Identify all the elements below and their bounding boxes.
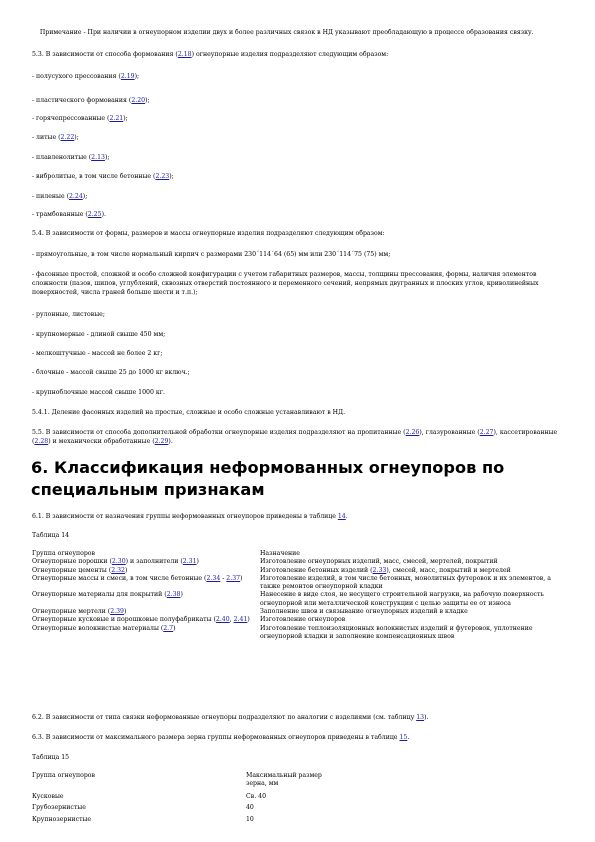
link-2-26[interactable]: 2.26	[405, 429, 420, 436]
list-item: - мелкоштучные - массой не более 2 кг;	[32, 350, 163, 357]
table-row	[32, 608, 552, 616]
paragraph-6-2	[32, 713, 572, 722]
table-header-cell: Максимальный размер зерна, мм	[246, 772, 322, 788]
list-item-link[interactable]: 2.25	[87, 211, 102, 218]
list-item: - фасонные простой, сложной и особо сложной конфигурации с учетом габаритных размеров, массы, толщины прессования, формы, наличия элементов сложности (пазов, шипов, углублений, сквозных отверстий постоянного и переменного сечений, непрямых двугранных и плоских углов, криволинейных поверхностей, числа граней больше шести и т.п.);	[32, 271, 541, 296]
table-cell-text: )	[123, 608, 127, 616]
table-cell-text: ) и заполнители (	[125, 558, 183, 566]
link-table-15[interactable]: 15	[399, 734, 408, 741]
p62-text-post: ).	[424, 714, 429, 721]
table-cell-text: Огнеупорные кусковые и порошковые полуфабрикаты (	[32, 616, 216, 624]
list-item-link[interactable]: 2.21	[109, 115, 124, 122]
table-cell-link[interactable]: 2.38	[166, 591, 181, 599]
section-6-heading: 6. Классификация неформованных огнеупоров по специальным признакам	[31, 458, 505, 499]
list-item	[32, 192, 572, 201]
p55-text-c: ), кассетированные (	[32, 429, 560, 445]
table-cell-group	[32, 575, 260, 592]
list-item-link[interactable]: 2.24	[69, 193, 83, 200]
list-item-text: );	[134, 73, 140, 80]
table-cell-link[interactable]: 2.37	[226, 574, 241, 582]
table-cell-text: )	[196, 558, 199, 566]
table-cell-purpose: Нанесение в виде слоя, не несущего строительной нагрузки, на рабочую поверхность огнеупорной или металлической конструкции с целью защиты ее от износа	[260, 591, 544, 607]
list-item: - рулонные, листовые;	[32, 311, 105, 318]
table-cell-link[interactable]: 2.33	[372, 566, 387, 574]
paragraph-5-4: 5.4. В зависимости от формы, размеров и массы огнеупорные изделия подразделяют следующим образом:	[32, 230, 385, 237]
p63-text-pre: 6.3. В зависимости от максимального размера зерна группы неформованных огнеупоров приведены в таблице	[32, 734, 400, 741]
list-item-text: - пиленые (	[32, 193, 69, 200]
table-cell-purpose: Заполнение швов и связывание огнеупорных изделий в кладке	[260, 608, 468, 616]
paragraph-5-3	[32, 50, 572, 59]
p61-text-pre: 6.1. В зависимости от назначения группы неформованных огнеупоров приведены в таблице	[32, 513, 338, 520]
list-item	[32, 96, 572, 105]
list-item: - прямоугольные, в том числе нормальный кирпич с размерами 230´114´64 (65) мм или 230´114´75 (75) мм;	[32, 251, 391, 258]
table-cell: Крупнозернистые	[32, 816, 92, 824]
link-2-27[interactable]: 2.27	[479, 429, 494, 436]
list-item-link[interactable]: 2.13	[91, 154, 105, 161]
table-row	[32, 816, 332, 828]
table-row	[32, 793, 332, 805]
list-item	[32, 153, 572, 162]
list-item: - блочные - массой свыше 25 до 1000 кг включ.;	[32, 369, 190, 376]
table-14-caption: Таблица 14	[32, 532, 70, 539]
table-cell-text: )	[180, 591, 183, 599]
list-item-text: );	[169, 173, 174, 180]
list-item-text: );	[74, 134, 79, 141]
list-item-text: - трамбованные (	[32, 211, 88, 218]
link-2-29[interactable]: 2.29	[154, 438, 169, 445]
list-item	[32, 133, 572, 142]
table-cell-text: Огнеупорные массы и смеси, в том числе бетонные (	[32, 574, 207, 582]
table-cell-group	[32, 591, 260, 608]
list-item-text: - плавленолитые (	[32, 154, 92, 161]
table-cell-text: Огнеупорные мертели (	[32, 608, 111, 616]
table-header-row	[32, 550, 552, 558]
table-row	[32, 558, 552, 566]
table-cell: Св. 40	[246, 792, 267, 800]
list-item: - крупномерные - длиной свыше 450 мм;	[32, 331, 166, 338]
table-cell-text: )	[240, 574, 243, 582]
table-cell-purpose: Изготовление теплоизоляционных волокнистых изделий и футеровок, уплотнение огнеупорной кладки и заполнение компенсационных швов	[260, 624, 533, 640]
p62-text-pre: 6.2. В зависимости от типа связки неформованные огнеупоры подразделяют по аналогии с изделиями (см. таблицу	[32, 714, 417, 721]
list-item-text: ).	[101, 211, 106, 218]
list-item-text: - литые (	[32, 134, 61, 141]
list-item-text: - полусухого прессования (	[32, 73, 121, 80]
table-cell: 10	[246, 816, 254, 824]
table-cell-text: ,	[229, 616, 234, 624]
table-row	[32, 616, 552, 624]
table-header-row	[32, 772, 332, 793]
p55-text-e: ).	[168, 438, 173, 445]
table-cell-group	[32, 558, 260, 566]
p55-text-b: ), глазурованные (	[419, 429, 480, 436]
list-item-link[interactable]: 2.20	[131, 97, 146, 104]
table-cell-text: Огнеупорные цементы (	[32, 566, 112, 574]
table-row	[32, 625, 552, 642]
table-cell-group	[32, 608, 260, 616]
p55-text-a: 5.5. В зависимости от способа дополнительной обработки огнеупорные изделия подразделяют на пропитанные (	[32, 429, 406, 436]
table-row	[32, 575, 552, 592]
list-item: - крупноблочные массой свыше 1000 кг.	[32, 389, 165, 396]
table-15	[32, 772, 332, 828]
list-item-text: - пластического формования (	[32, 97, 132, 104]
table-cell-link[interactable]: 2.40	[215, 616, 230, 624]
list-item-link[interactable]: 2.22	[60, 134, 75, 141]
p61-text-post: .	[345, 513, 348, 520]
table-cell-group	[32, 625, 260, 642]
table-15-caption: Таблица 15	[32, 754, 70, 761]
table-cell-link[interactable]: 2.30	[111, 558, 126, 566]
link-2-18[interactable]: 2.18	[177, 51, 192, 58]
p63-text-post: .	[407, 734, 410, 741]
table-cell-purpose: Изготовление огнеупорных изделий, масс, смесей, мертелей, покрытий	[260, 558, 498, 566]
table-cell-text: Огнеупорные волокнистые материалы (	[32, 624, 164, 632]
table-cell-purpose: Изготовление изделий, в том числе бетонных, монолитных футеровок и их элементов, а также ремонтов огнеупорной кладки	[260, 574, 551, 591]
table-cell-link[interactable]: 2.31	[182, 558, 197, 566]
note-text: Примечание - При наличии в огнеупорном изделии двух и более различных связок в НД указывают преобладающую в процессе образования связку.	[39, 29, 534, 36]
list-item-text: );	[123, 115, 128, 122]
table-cell: 40	[246, 804, 254, 812]
list-item	[32, 72, 572, 81]
note-paragraph	[32, 19, 552, 46]
link-table-14[interactable]: 14	[337, 513, 346, 520]
table-cell: Кусковые	[32, 792, 64, 800]
table-cell-text: )	[247, 616, 250, 624]
table-cell-text: ), смесей, масс, покрытий и мертелей	[386, 566, 511, 574]
list-item	[32, 210, 572, 219]
list-item-link[interactable]: 2.19	[120, 73, 135, 80]
table-cell-link[interactable]: 2.41	[233, 616, 248, 624]
table-cell-group	[32, 616, 260, 624]
list-item-text: - вибролитые, в том числе бетонные (	[32, 173, 156, 180]
list-item-text: );	[104, 154, 110, 161]
paragraph-5-5	[32, 428, 572, 446]
paragraph-5-4-1: 5.4.1. Деление фасонных изделий на простые, сложные и особо сложные устанавливают в НД.	[32, 409, 346, 416]
table-cell-link[interactable]: 2.39	[110, 608, 124, 616]
table-cell-text: Огнеупорные порошки (	[32, 558, 112, 566]
paragraph-6-3	[32, 733, 572, 742]
p53-text-post: ) огнеупорные изделия подразделяют следующим образом:	[191, 51, 389, 58]
table-cell-text: Изготовление бетонных изделий (	[260, 566, 373, 574]
list-item-text: );	[145, 97, 150, 104]
table-cell-text: -	[220, 574, 227, 582]
table-row	[32, 804, 332, 816]
link-2-28[interactable]: 2.28	[34, 438, 49, 445]
list-item-text: );	[82, 193, 88, 200]
list-item	[32, 172, 572, 181]
table-cell-text: )	[173, 624, 176, 632]
table-cell: Грубозернистые	[32, 804, 86, 812]
link-table-13[interactable]: 13	[416, 714, 425, 721]
paragraph-6-1	[32, 512, 572, 521]
list-item-text: - горячепрессованные (	[32, 115, 110, 122]
table-14	[32, 550, 552, 641]
list-item	[32, 114, 572, 123]
table-cell-text: )	[124, 566, 128, 574]
table-cell-purpose: Изготовление огнеупоров	[260, 616, 346, 624]
table-header-cell: Назначение	[260, 550, 300, 557]
table-cell-group	[32, 567, 260, 575]
table-row	[32, 591, 552, 608]
table-cell-link[interactable]: 2.32	[111, 566, 125, 574]
p53-text-pre: 5.3. В зависимости от способа формования (	[32, 51, 178, 58]
p55-text-d: ) и механически обработанные (	[48, 438, 155, 445]
table-cell-text: Огнеупорные материалы для покрытий (	[32, 591, 167, 599]
table-cell-link[interactable]: 2.34	[206, 574, 221, 582]
table-cell-link[interactable]: 2.7	[163, 624, 174, 632]
table-cell-purpose	[260, 567, 552, 575]
table-header-cell: Группа огнеупоров	[32, 550, 96, 557]
table-header-cell: Группа огнеупоров	[32, 772, 96, 779]
table-row	[32, 567, 552, 575]
list-item-link[interactable]: 2.23	[155, 173, 170, 180]
